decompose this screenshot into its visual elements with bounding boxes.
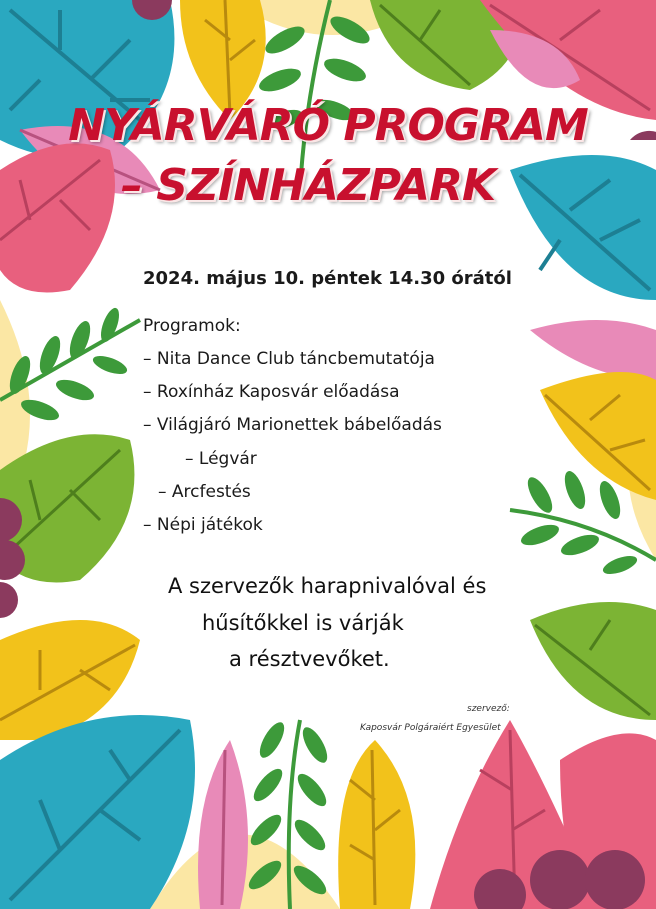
plum-berry-bottom-1 — [530, 850, 590, 909]
program-item: – Népi játékok — [143, 515, 263, 535]
plum-berry-left-3 — [0, 582, 18, 618]
program-item: – Világjáró Marionettek bábelőadás — [143, 415, 442, 435]
program-item: – Roxínház Kaposvár előadása — [143, 382, 400, 402]
program-item: – Légvár — [185, 449, 257, 469]
green-fern-left-leaves — [6, 306, 130, 425]
yellow-leaf-bottom — [338, 740, 415, 909]
organizer-name: Kaposvár Polgáraiért Egyesület — [360, 723, 501, 733]
event-date: 2024. május 10. péntek 14.30 órától — [143, 268, 512, 289]
pink-leaf-right — [530, 320, 656, 380]
program-item: – Arcfestés — [158, 482, 251, 502]
program-heading: Programok: — [143, 316, 241, 336]
program-item: – Nita Dance Club táncbemutatója — [143, 349, 435, 369]
plum-berry-bottom-2 — [585, 850, 645, 909]
title-line-1: NYÁRVÁRÓ PROGRAM — [68, 100, 588, 151]
title-line-2: – SZÍNHÁZPARK — [120, 160, 496, 211]
organizer-label: szervező: — [467, 704, 510, 714]
message-line-3: a résztvevőket. — [229, 647, 390, 671]
green-leaf-bottom-right — [530, 602, 656, 720]
message-line-1: A szervezők harapnivalóval és — [168, 574, 487, 598]
message-line-2: hűsítőkkel is várják — [202, 611, 404, 635]
